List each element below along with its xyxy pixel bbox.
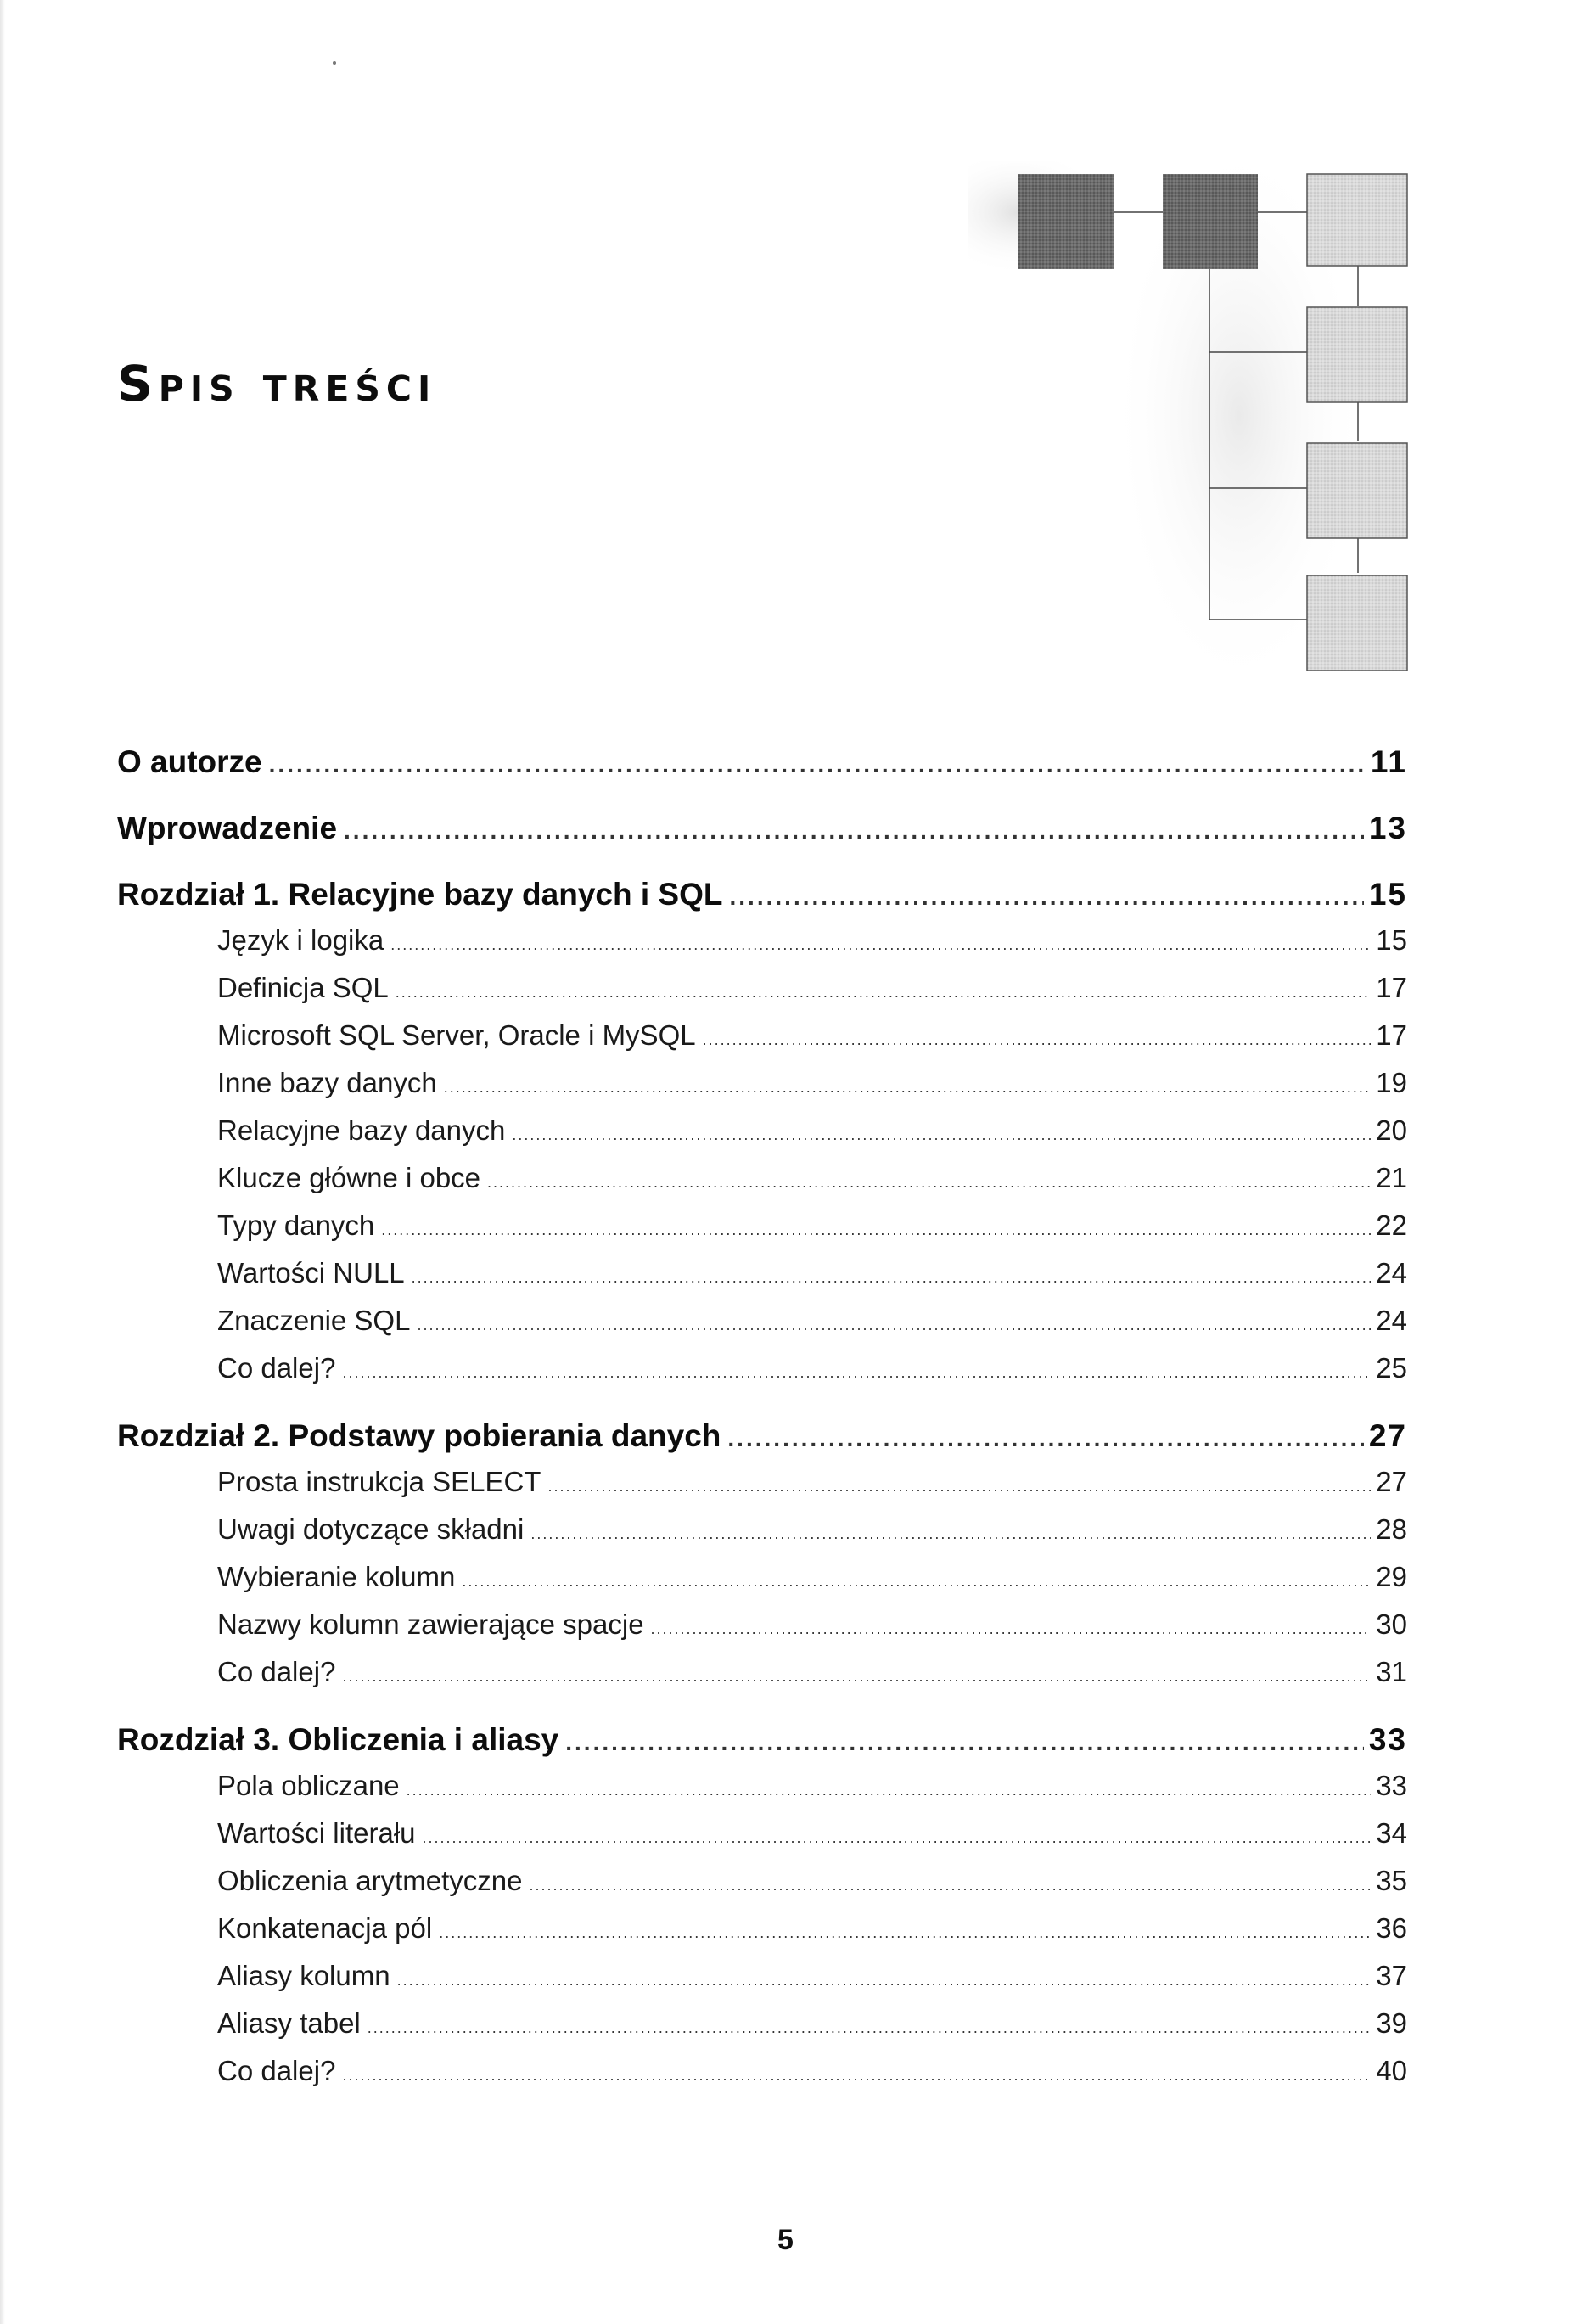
dot-leader bbox=[342, 1653, 1371, 1700]
toc-page-number: 27 bbox=[1368, 1418, 1407, 1453]
toc-page-number: 11 bbox=[1370, 744, 1407, 779]
toc-section-title: Uwagi dotyczące składni bbox=[217, 1513, 525, 1545]
table-box-5 bbox=[1307, 443, 1407, 538]
dot-leader bbox=[412, 1254, 1372, 1301]
toc-section-entry[interactable] bbox=[117, 964, 1407, 1012]
toc-page-number: 27 bbox=[1376, 1466, 1407, 1497]
toc-section-title: Typy danych bbox=[217, 1210, 375, 1241]
table-box-1 bbox=[1018, 174, 1114, 269]
toc-section-entry[interactable] bbox=[117, 1601, 1407, 1648]
toc-section-title: Konkatenacja pól bbox=[217, 1912, 433, 1944]
toc-chapter-entry[interactable] bbox=[117, 740, 1407, 784]
toc-page-number: 29 bbox=[1376, 1561, 1407, 1592]
toc-section-title: Co dalej? bbox=[217, 1656, 336, 1687]
toc-page-number: 40 bbox=[1376, 2055, 1407, 2086]
toc-section-title: Nazwy kolumn zawierające spacje bbox=[217, 1608, 644, 1640]
toc-section-title: Język i logika bbox=[217, 924, 384, 956]
toc-section-title: Prosta instrukcja SELECT bbox=[217, 1466, 541, 1497]
toc-section-entry[interactable] bbox=[117, 1810, 1407, 1857]
toc-section-entry[interactable] bbox=[117, 1202, 1407, 1249]
dot-leader bbox=[390, 921, 1371, 968]
toc-section-entry[interactable] bbox=[117, 1458, 1407, 1506]
toc-section-entry[interactable] bbox=[117, 1762, 1407, 1810]
dot-leader bbox=[342, 1349, 1371, 1396]
toc-section-entry[interactable] bbox=[117, 1857, 1407, 1905]
toc-section-entry[interactable] bbox=[117, 1249, 1407, 1297]
toc-page-number: 25 bbox=[1376, 1352, 1407, 1384]
toc-page-number: 13 bbox=[1368, 811, 1407, 845]
toc-chapter-title: Rozdział 1. Relacyjne bazy danych i SQL bbox=[117, 877, 723, 912]
toc-page-number: 19 bbox=[1376, 1067, 1407, 1098]
dot-leader bbox=[487, 1159, 1371, 1206]
dot-leader bbox=[439, 1909, 1371, 1956]
toc-page-number: 28 bbox=[1376, 1513, 1407, 1545]
toc-section-entry[interactable] bbox=[117, 1107, 1407, 1154]
toc-page-number: 24 bbox=[1376, 1305, 1407, 1336]
table-tree-graphic bbox=[968, 161, 1426, 704]
toc-section-entry[interactable] bbox=[117, 1506, 1407, 1553]
dot-leader bbox=[547, 1462, 1371, 1510]
toc-page-number: 15 bbox=[1368, 877, 1407, 912]
toc-page-number: 15 bbox=[1376, 924, 1407, 956]
dot-leader bbox=[703, 1016, 1372, 1064]
toc-page-number: 20 bbox=[1376, 1114, 1407, 1146]
toc-section-entry[interactable] bbox=[117, 2047, 1407, 2095]
toc-section-title: Aliasy tabel bbox=[217, 2007, 361, 2039]
page-title: Spis treści bbox=[117, 355, 437, 413]
toc-chapter-entry[interactable] bbox=[117, 1718, 1407, 1762]
dot-leader bbox=[381, 1206, 1371, 1254]
dot-leader bbox=[417, 1301, 1371, 1349]
table-box-6 bbox=[1307, 575, 1407, 671]
toc-page-number: 22 bbox=[1376, 1210, 1407, 1241]
toc-chapter-entry[interactable] bbox=[117, 873, 1407, 917]
toc-section-title: Co dalej? bbox=[217, 2055, 336, 2086]
toc-section-entry[interactable] bbox=[117, 1905, 1407, 1952]
toc-chapter-entry[interactable] bbox=[117, 1414, 1407, 1458]
table-box-2 bbox=[1163, 174, 1258, 269]
toc-page-number: 24 bbox=[1376, 1257, 1407, 1288]
toc-page-number: 30 bbox=[1376, 1608, 1407, 1640]
toc-chapter-title: O autorze bbox=[117, 744, 262, 779]
table-box-4 bbox=[1307, 307, 1407, 402]
toc-page-number: 17 bbox=[1376, 1019, 1407, 1051]
toc-section-entry[interactable] bbox=[117, 1154, 1407, 1202]
toc-section-entry[interactable] bbox=[117, 1952, 1407, 2000]
toc-section-entry[interactable] bbox=[117, 1012, 1407, 1059]
toc-section-title: Wybieranie kolumn bbox=[217, 1561, 456, 1592]
scan-edge-shadow bbox=[0, 0, 5, 2324]
dot-leader bbox=[529, 1861, 1371, 1909]
toc-section-title: Obliczenia arytmetyczne bbox=[217, 1865, 523, 1896]
dot-leader bbox=[530, 1510, 1371, 1558]
dot-leader bbox=[444, 1064, 1372, 1111]
dot-leader bbox=[269, 743, 1366, 787]
dot-leader bbox=[730, 875, 1364, 919]
toc-section-title: Aliasy kolumn bbox=[217, 1960, 390, 1991]
scan-speck bbox=[333, 61, 336, 65]
dot-leader bbox=[397, 1956, 1372, 2004]
toc-section-title: Inne bazy danych bbox=[217, 1067, 437, 1098]
toc-page-number: 37 bbox=[1376, 1960, 1407, 1991]
toc-section-title: Wartości NULL bbox=[217, 1257, 405, 1288]
dot-leader bbox=[462, 1558, 1371, 1605]
dot-leader bbox=[368, 2004, 1372, 2052]
toc-page-number: 17 bbox=[1376, 972, 1407, 1003]
toc-section-title: Klucze główne i obce bbox=[217, 1162, 481, 1193]
dot-leader bbox=[344, 809, 1364, 853]
toc-section-entry[interactable] bbox=[117, 1344, 1407, 1392]
dot-leader bbox=[423, 1814, 1372, 1861]
toc-section-title: Znaczenie SQL bbox=[217, 1305, 411, 1336]
toc-section-title: Pola obliczane bbox=[217, 1770, 400, 1801]
toc-chapter-entry[interactable] bbox=[117, 806, 1407, 850]
dot-leader bbox=[407, 1766, 1372, 1814]
toc-page-number: 21 bbox=[1376, 1162, 1407, 1193]
toc-section-title: Relacyjne bazy danych bbox=[217, 1114, 506, 1146]
toc-page-number: 31 bbox=[1376, 1656, 1407, 1687]
dot-leader bbox=[342, 2052, 1371, 2099]
page-number: 5 bbox=[777, 2224, 794, 2256]
toc-page-number: 33 bbox=[1376, 1770, 1407, 1801]
dot-leader bbox=[565, 1721, 1364, 1765]
toc-page-number: 33 bbox=[1368, 1722, 1407, 1757]
toc-page-number: 34 bbox=[1376, 1817, 1407, 1849]
dot-leader bbox=[396, 968, 1372, 1016]
toc-page-number: 35 bbox=[1376, 1865, 1407, 1896]
toc-section-entry[interactable] bbox=[117, 1059, 1407, 1107]
toc-section-entry[interactable] bbox=[117, 1648, 1407, 1696]
toc-section-title: Wartości literału bbox=[217, 1817, 416, 1849]
toc-section-title: Definicja SQL bbox=[217, 972, 389, 1003]
toc-chapter-title: Wprowadzenie bbox=[117, 811, 338, 845]
toc-section-entry[interactable] bbox=[117, 917, 1407, 964]
toc-page-number: 39 bbox=[1376, 2007, 1407, 2039]
table-of-contents bbox=[117, 740, 1407, 2095]
dot-leader bbox=[512, 1111, 1371, 1159]
dot-leader bbox=[651, 1605, 1372, 1653]
table-box-3 bbox=[1307, 174, 1407, 266]
toc-section-entry[interactable] bbox=[117, 2000, 1407, 2047]
toc-section-title: Microsoft SQL Server, Oracle i MySQL bbox=[217, 1019, 696, 1051]
dot-leader bbox=[727, 1417, 1363, 1461]
toc-section-entry[interactable] bbox=[117, 1553, 1407, 1601]
toc-section-title: Co dalej? bbox=[217, 1352, 336, 1384]
toc-page-number: 36 bbox=[1376, 1912, 1407, 1944]
toc-chapter-title: Rozdział 3. Obliczenia i aliasy bbox=[117, 1722, 559, 1757]
toc-chapter-title: Rozdział 2. Podstawy pobierania danych bbox=[117, 1418, 721, 1453]
toc-section-entry[interactable] bbox=[117, 1297, 1407, 1344]
